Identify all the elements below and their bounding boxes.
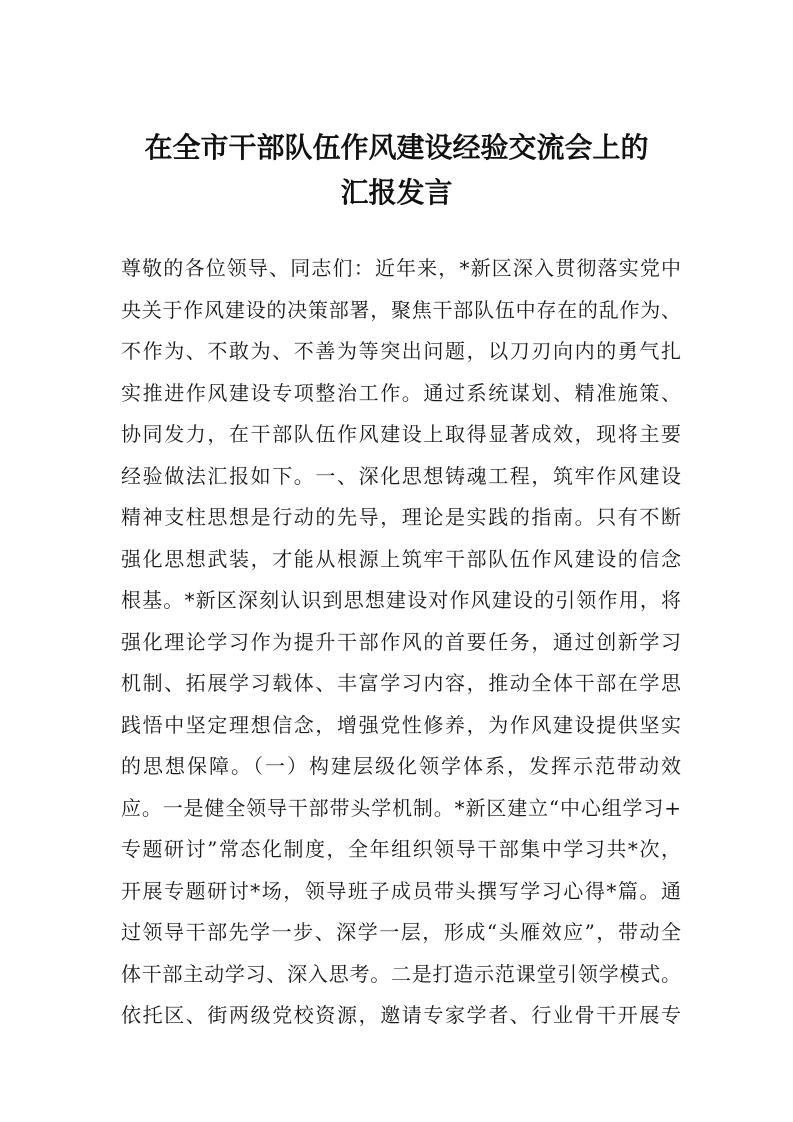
body-line: 央关于作风建设的决策部署，聚焦干部队伍中存在的乱作为、 bbox=[121, 297, 681, 322]
document-title-line-2: 汇报发言 bbox=[340, 176, 453, 209]
body-line: 依托区、街两级党校资源，邀请专家学者、行业骨干开展专 bbox=[121, 1003, 681, 1027]
body-line: 协同发力，在干部队伍作风建设上取得显著成效，现将主要 bbox=[121, 422, 681, 446]
body-line: 根基。*新区深刻认识到思想建设对作风建设的引领作用，将 bbox=[121, 588, 681, 612]
body-line: 机制、拓展学习载体、丰富学习内容，推动全体干部在学思 bbox=[121, 671, 681, 695]
body-line: 践悟中坚定理想信念，增强党性修养，为作风建设提供坚实 bbox=[121, 712, 681, 737]
body-line: 体干部主动学习、深入思考。二是打造示范课堂引领学模式。 bbox=[121, 961, 681, 986]
body-line: 实推进作风建设专项整治工作。通过系统谋划、精准施策、 bbox=[121, 380, 681, 405]
document-body bbox=[121, 248, 681, 1037]
body-line: 经验做法汇报如下。一、深化思想铸魂工程，筑牢作风建设 bbox=[121, 463, 681, 488]
body-line: 专题研讨”常态化制度，全年组织领导干部集中学习共*次， bbox=[121, 837, 681, 861]
body-line: 开展专题研讨*场，领导班子成员带头撰写学习心得*篇。通 bbox=[121, 878, 681, 903]
body-line: 精神支柱思想是行动的先导，理论是实践的指南。只有不断 bbox=[121, 505, 681, 529]
document-title-line-1: 在全市干部队伍作风建设经验交流会上的 bbox=[144, 131, 649, 164]
body-line: 的思想保障。（一）构建层级化领学体系，发挥示范带动效 bbox=[121, 754, 681, 778]
body-line: 不作为、不敢为、不善为等突出问题，以刀刃向内的勇气扎 bbox=[121, 339, 681, 363]
body-line: 尊敬的各位领导、同志们：近年来，*新区深入贯彻落实党中 bbox=[121, 256, 681, 280]
body-line: 强化思想武装，才能从根源上筑牢干部队伍作风建设的信念 bbox=[121, 546, 681, 571]
body-line: 强化理论学习作为提升干部作风的首要任务，通过创新学习 bbox=[121, 629, 681, 654]
body-line: 过领导干部先学一步、深学一层，形成“头雁效应”，带动全 bbox=[121, 920, 681, 944]
body-line: 应。一是健全领导干部带头学机制。*新区建立“中心组学习+ bbox=[121, 795, 681, 820]
